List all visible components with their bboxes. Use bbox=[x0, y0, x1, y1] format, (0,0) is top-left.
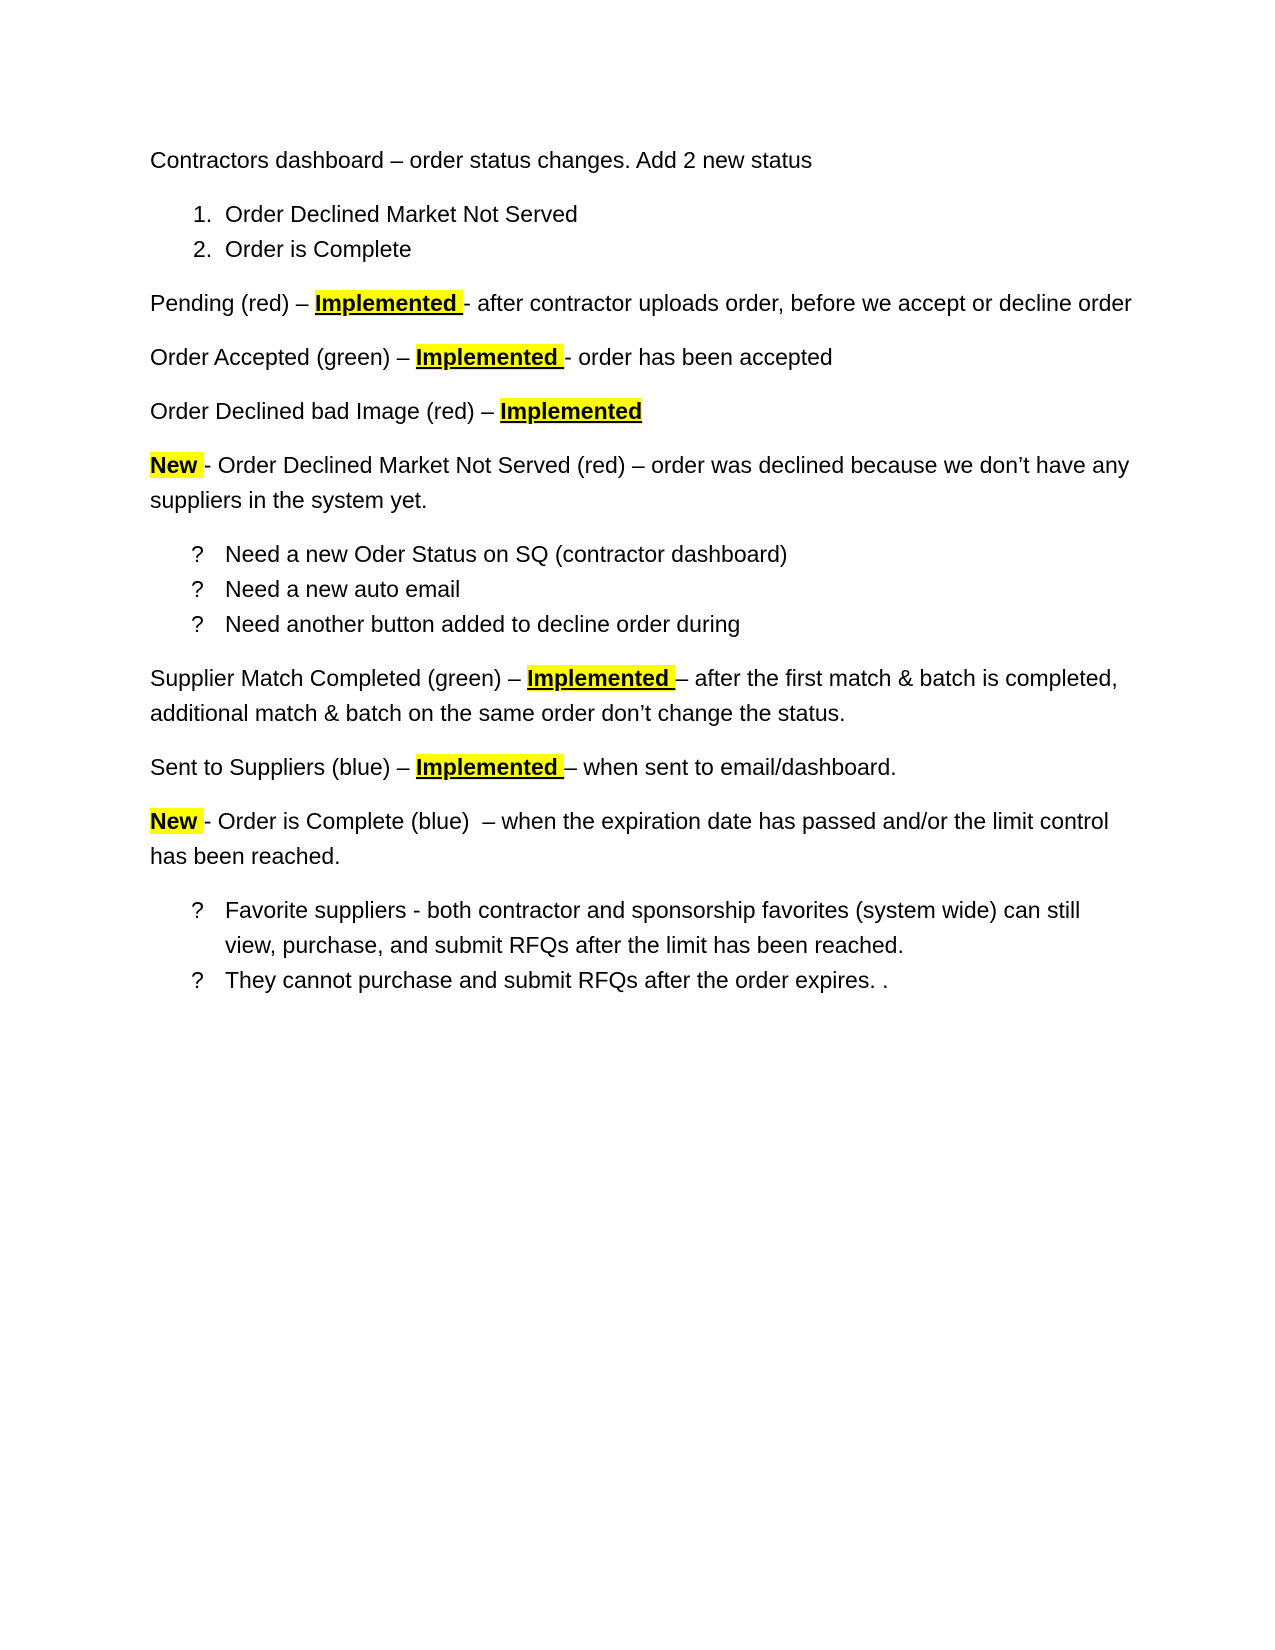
bullet-item bbox=[150, 607, 1133, 642]
paragraph-text: - Order is Complete (blue) – when the expiration date has passed and/or the limit control has been reached. bbox=[150, 808, 1109, 869]
numbered-list bbox=[150, 197, 1133, 267]
bullet-item bbox=[150, 537, 1133, 572]
list-item-text: Order Declined Market Not Served bbox=[225, 201, 578, 227]
paragraph-text: – when sent to email/dashboard. bbox=[564, 754, 897, 780]
question-bullet-list bbox=[150, 537, 1133, 642]
bullet-marker: ? bbox=[191, 611, 204, 637]
bullet-item bbox=[150, 963, 1133, 998]
paragraph-text: Supplier Match Completed (green) – bbox=[150, 665, 528, 691]
list-number: 1. bbox=[193, 201, 213, 227]
bullet-marker: ? bbox=[191, 967, 204, 993]
question-bullet-list bbox=[150, 893, 1133, 998]
paragraph-text: - after contractor uploads order, before we accept or decline order bbox=[463, 290, 1132, 316]
bullet-text: Need another button added to decline order during bbox=[225, 611, 741, 637]
paragraph-order-accepted bbox=[150, 340, 1133, 375]
paragraph-new-market-not-served bbox=[150, 448, 1133, 518]
bullet-marker: ? bbox=[191, 576, 204, 602]
bullet-text: Favorite suppliers - both contractor and sponsorship favorites (system wide) can still view, purchase, and submit RFQs after the limit has been reached. bbox=[225, 897, 1081, 958]
list-number: 2. bbox=[193, 236, 213, 262]
numbered-list-item bbox=[150, 197, 1133, 232]
bullet-text: Need a new auto email bbox=[225, 576, 461, 602]
paragraph-text: Order Declined bad Image (red) – bbox=[150, 398, 501, 424]
paragraph-text: – after the first match & batch is completed, additional match & batch on the same order don’t change the status. bbox=[150, 665, 1118, 726]
paragraph-pending bbox=[150, 286, 1133, 321]
numbered-list-item bbox=[150, 232, 1133, 267]
bullet-text: They cannot purchase and submit RFQs after the order expires. . bbox=[225, 967, 889, 993]
paragraph-text: Sent to Suppliers (blue) – bbox=[150, 754, 416, 780]
bullet-text: Need a new Oder Status on SQ (contractor dashboard) bbox=[225, 541, 788, 567]
paragraph-text: - Order Declined Market Not Served (red) – order was declined because we don’t have any suppliers in the system yet. bbox=[150, 452, 1130, 513]
bullet-item bbox=[150, 572, 1133, 607]
highlight-implemented: Implemented bbox=[314, 290, 464, 316]
highlight-implemented: Implemented bbox=[415, 754, 565, 780]
highlight-implemented: Implemented bbox=[527, 665, 676, 691]
paragraph-text: Order Accepted (green) – bbox=[150, 344, 416, 370]
bullet-marker: ? bbox=[191, 541, 204, 567]
paragraph-new-order-complete bbox=[150, 804, 1133, 874]
highlight-implemented: Implemented bbox=[415, 344, 565, 370]
paragraph-order-declined-bad-image bbox=[150, 394, 1133, 429]
bullet-marker: ? bbox=[191, 897, 204, 923]
bullet-item bbox=[150, 893, 1133, 963]
paragraph-text: - order has been accepted bbox=[564, 344, 833, 370]
list-item-text: Order is Complete bbox=[225, 236, 412, 262]
paragraph-text: Pending (red) – bbox=[150, 290, 315, 316]
doc-title: Contractors dashboard – order status changes. Add 2 new status bbox=[150, 147, 813, 173]
highlight-new: New bbox=[150, 452, 204, 478]
highlight-implemented: Implemented bbox=[500, 398, 643, 424]
paragraph-supplier-match bbox=[150, 661, 1133, 731]
highlight-new: New bbox=[150, 808, 204, 834]
paragraph-sent-to-suppliers bbox=[150, 750, 1133, 785]
